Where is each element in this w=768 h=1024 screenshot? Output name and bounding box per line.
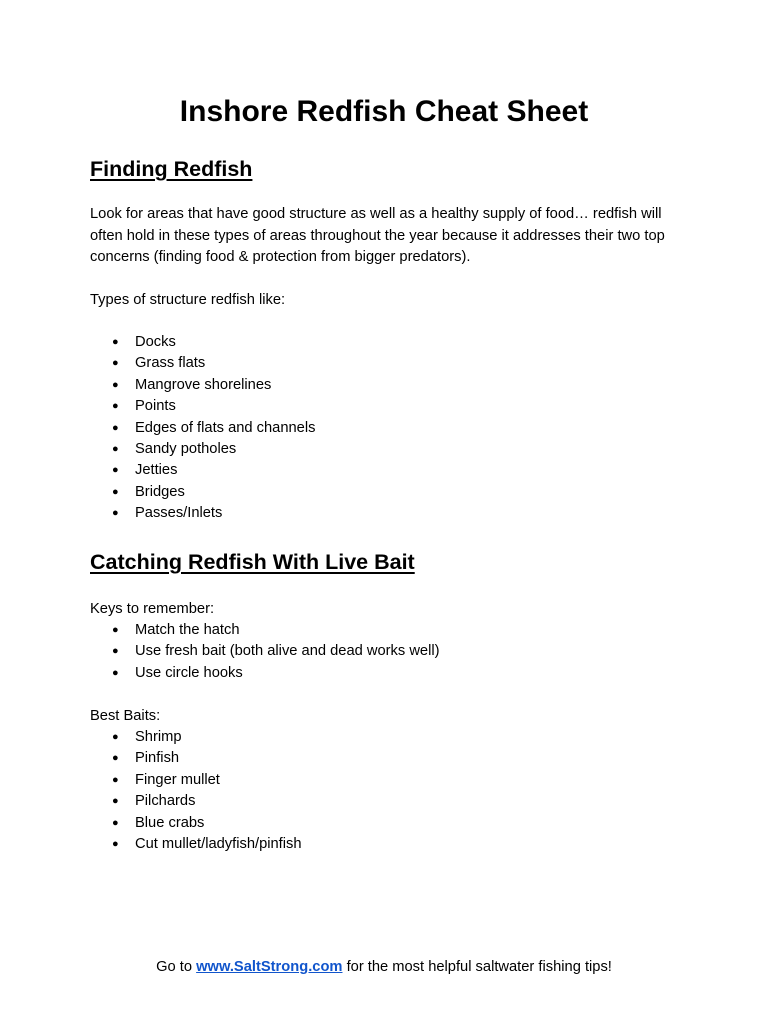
structure-item: Docks bbox=[135, 334, 176, 350]
bait-item: Blue crabs bbox=[135, 814, 205, 831]
structure-item: Bridges bbox=[135, 483, 185, 500]
bullet-icon: ● bbox=[112, 485, 119, 498]
bullet-icon: ● bbox=[112, 400, 119, 413]
structure-label: Types of structure redfish like: bbox=[90, 292, 286, 308]
footer-prefix: Go to bbox=[156, 959, 197, 975]
list-item bbox=[90, 770, 302, 791]
footer-suffix: for the most helpful saltwater fishing tips! bbox=[342, 959, 612, 975]
bullet-icon: ● bbox=[112, 666, 119, 679]
bullet-icon: ● bbox=[112, 378, 119, 391]
finding-redfish-intro: Look for areas that have good structure as well as a healthy supply of food… redfish will often hold in these types of areas throughout the year because it addresses their two top concerns (finding food & protection from bigger predators). bbox=[90, 206, 665, 265]
keys-list bbox=[90, 620, 440, 684]
list-item bbox=[90, 375, 315, 396]
keys-label: Keys to remember: bbox=[90, 601, 215, 617]
list-item bbox=[90, 663, 440, 684]
list-item bbox=[90, 353, 315, 374]
list-item bbox=[90, 791, 302, 812]
bullet-icon: ● bbox=[112, 773, 119, 786]
structure-item: Jetties bbox=[135, 462, 178, 479]
list-item bbox=[90, 418, 315, 439]
list-item bbox=[90, 641, 440, 662]
live-bait-heading: Catching Redfish With Live Bait bbox=[90, 550, 415, 574]
list-item bbox=[90, 620, 440, 641]
structure-item: Grass flats bbox=[135, 355, 206, 372]
list-item bbox=[90, 482, 315, 503]
structure-item: Passes/Inlets bbox=[135, 505, 223, 522]
bait-item: Pilchards bbox=[135, 793, 196, 810]
baits-list bbox=[90, 727, 302, 855]
structure-item: Points bbox=[135, 398, 176, 415]
finding-redfish-heading: Finding Redfish bbox=[90, 157, 253, 181]
structure-item: Mangrove shorelines bbox=[135, 376, 272, 393]
bullet-icon: ● bbox=[112, 816, 119, 829]
bait-item: Pinfish bbox=[135, 750, 180, 767]
list-item bbox=[90, 332, 315, 353]
bullet-icon: ● bbox=[112, 731, 119, 743]
bullet-icon: ● bbox=[112, 645, 119, 658]
list-item bbox=[90, 834, 302, 855]
key-item: Use fresh bait (both alive and dead works well) bbox=[135, 643, 440, 660]
list-item bbox=[90, 503, 315, 524]
list-item bbox=[90, 460, 315, 481]
list-item bbox=[90, 396, 315, 417]
footer bbox=[0, 957, 768, 977]
baits-label: Best Baits: bbox=[90, 708, 161, 724]
saltstrong-link[interactable]: www.SaltStrong.com bbox=[196, 959, 343, 975]
key-item: Match the hatch bbox=[135, 622, 240, 638]
bait-item: Finger mullet bbox=[135, 771, 220, 788]
list-item bbox=[90, 813, 302, 834]
bullet-icon: ● bbox=[112, 357, 119, 370]
bait-item: Cut mullet/ladyfish/pinfish bbox=[135, 835, 302, 852]
bullet-icon: ● bbox=[112, 624, 119, 636]
bait-item: Shrimp bbox=[135, 729, 182, 745]
structure-list bbox=[90, 332, 315, 525]
bullet-icon: ● bbox=[112, 795, 119, 808]
key-item: Use circle hooks bbox=[135, 664, 243, 681]
bullet-icon: ● bbox=[112, 507, 119, 520]
page-title: Inshore Redfish Cheat Sheet bbox=[179, 95, 589, 128]
bullet-icon: ● bbox=[112, 442, 119, 455]
bullet-icon: ● bbox=[112, 421, 119, 434]
bullet-icon: ● bbox=[112, 752, 119, 765]
bullet-icon: ● bbox=[112, 464, 119, 477]
bullet-icon: ● bbox=[112, 336, 119, 348]
structure-item: Sandy potholes bbox=[135, 440, 237, 457]
list-item bbox=[90, 748, 302, 769]
list-item bbox=[90, 727, 302, 748]
structure-item: Edges of flats and channels bbox=[135, 419, 316, 436]
list-item bbox=[90, 439, 315, 460]
bullet-icon: ● bbox=[112, 837, 119, 850]
